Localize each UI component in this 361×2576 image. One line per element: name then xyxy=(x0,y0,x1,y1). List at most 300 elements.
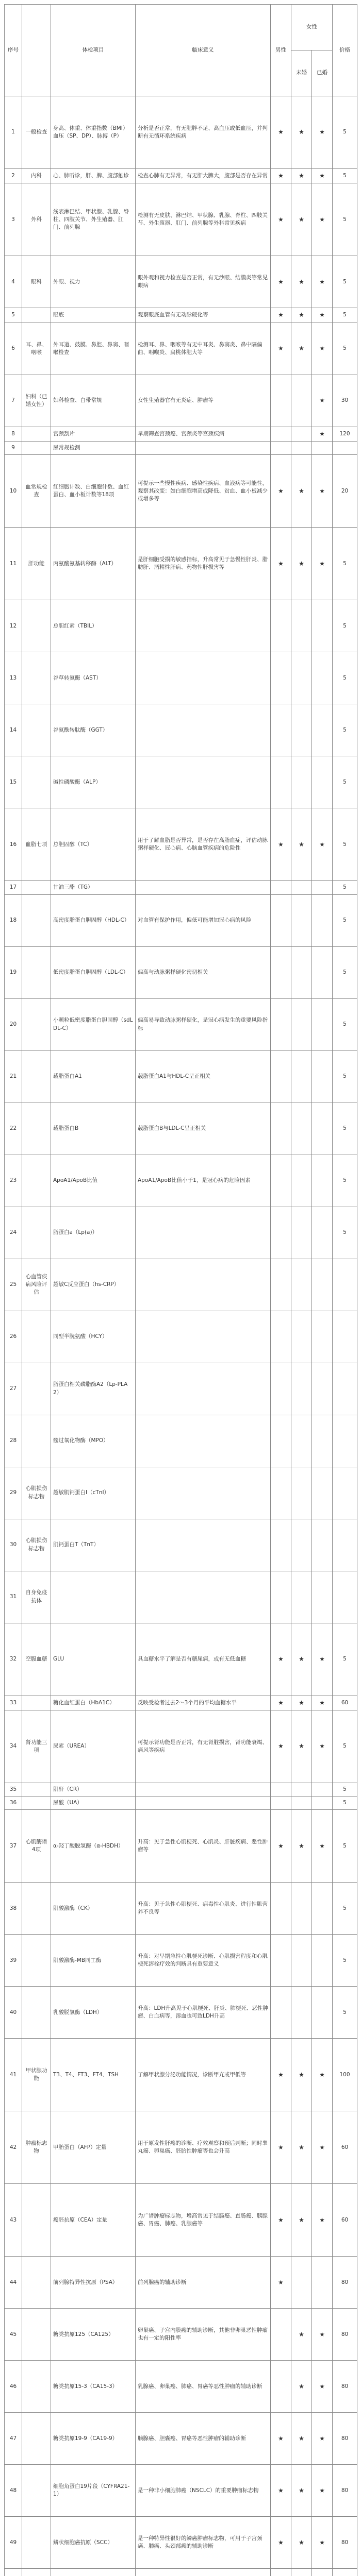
row-number: 47 xyxy=(5,2413,22,2465)
row-male-mark xyxy=(271,881,291,894)
row-meaning: 对血管有保护作用，偏低可能增加冠心病的风险 xyxy=(136,894,271,946)
row-male-mark xyxy=(271,1415,291,1467)
row-category: 血脂七项 xyxy=(22,808,51,881)
row-meaning xyxy=(136,1259,271,1311)
row-meaning: 可提示一些慢性疾病、感染性疾病、血液病等可能性，观察其改变：如白细胞增高或降低、贫血、血小板减少或增多等 xyxy=(136,455,271,528)
table-header-row xyxy=(5,5,357,50)
table-row xyxy=(5,881,357,894)
table-row xyxy=(5,652,357,704)
row-male-mark: ★ xyxy=(271,455,291,528)
row-female-married-mark: ★ xyxy=(312,2517,333,2569)
row-category xyxy=(22,1696,51,1710)
row-meaning xyxy=(136,1571,271,1623)
row-meaning: 用于原发性肝癌的诊断、疗效观察和预后判断；同时睾丸癌、卵巢癌、胚胎性肿瘤等也会升高 xyxy=(136,2111,271,2184)
table-row xyxy=(5,2111,357,2184)
row-male-mark xyxy=(271,1883,291,1935)
header-female-group: 女性 xyxy=(291,5,333,50)
row-category xyxy=(22,308,51,323)
row-category xyxy=(22,652,51,704)
row-price: 5 xyxy=(333,1987,357,2039)
row-meaning: 检查心肺有无异常，有无肝大脾大，腹部是否存在异常 xyxy=(136,169,271,183)
table-row xyxy=(5,528,357,600)
row-female-married-mark xyxy=(312,652,333,704)
row-price: 5 xyxy=(333,1810,357,1883)
row-price: 5 xyxy=(333,1935,357,1987)
row-meaning: 观察眼底血管有无动脉硬化等 xyxy=(136,308,271,323)
row-number: 13 xyxy=(5,652,22,704)
row-meaning: 偏高与动脉粥样硬化密切相关 xyxy=(136,946,271,998)
row-price: 80 xyxy=(333,2361,357,2413)
table-row xyxy=(5,1883,357,1935)
row-female-unmarried-mark xyxy=(291,1467,312,1519)
table-row xyxy=(5,1783,357,1797)
row-male-mark xyxy=(271,2361,291,2413)
row-female-unmarried-mark: ★ xyxy=(291,323,312,375)
row-category xyxy=(22,1311,51,1363)
row-number: 1 xyxy=(5,96,22,169)
row-meaning: 升高：见于急性心肌梗死、心肌炎、肝脏疾病、恶性肿瘤等 xyxy=(136,1810,271,1883)
row-male-mark xyxy=(271,1259,291,1311)
row-female-unmarried-mark: ★ xyxy=(291,1623,312,1696)
row-male-mark: ★ xyxy=(271,2465,291,2517)
row-item: 载脂蛋白A1 xyxy=(51,1050,136,1103)
row-item: 肌酐（CR） xyxy=(51,1783,136,1797)
row-female-married-mark: ★ xyxy=(312,96,333,169)
row-female-unmarried-mark xyxy=(291,998,312,1050)
header-category xyxy=(22,5,51,96)
row-number: 31 xyxy=(5,1571,22,1623)
row-number: 38 xyxy=(5,1883,22,1935)
row-item: 尿酸（UA） xyxy=(51,1797,136,1810)
row-meaning: 为广谱肿瘤标志物，增高常见于结肠癌、直肠癌、胰腺癌、胃癌、肺癌、乳腺癌等 xyxy=(136,2184,271,2257)
table-row xyxy=(5,442,357,455)
row-meaning xyxy=(136,442,271,455)
row-price: 5 xyxy=(333,881,357,894)
row-number: 36 xyxy=(5,1797,22,1810)
row-female-married-mark xyxy=(312,881,333,894)
row-female-married-mark xyxy=(312,1155,333,1207)
row-price: 60 xyxy=(333,2111,357,2184)
header-num: 序号 xyxy=(5,5,22,96)
header-meaning: 临床意义 xyxy=(136,5,271,96)
row-female-unmarried-mark xyxy=(291,1311,312,1363)
row-item: 超敏C反应蛋白（hs-CRP） xyxy=(51,1259,136,1311)
row-price: 5 xyxy=(333,1623,357,1696)
row-male-mark xyxy=(271,1050,291,1103)
row-price xyxy=(333,1415,357,1467)
row-item: 小颗粒低密度脂蛋白胆固醇（sdLDL-C） xyxy=(51,998,136,1050)
row-number: 39 xyxy=(5,1935,22,1987)
row-female-unmarried-mark xyxy=(291,1571,312,1623)
health-checkup-table xyxy=(4,4,357,2576)
row-meaning xyxy=(136,1783,271,1797)
row-meaning xyxy=(136,1467,271,1519)
row-number: 46 xyxy=(5,2361,22,2413)
row-category xyxy=(22,2184,51,2257)
row-female-married-mark xyxy=(312,1259,333,1311)
table-row xyxy=(5,1571,357,1623)
row-item: 肌钙蛋白T（TnT） xyxy=(51,1519,136,1571)
row-female-unmarried-mark xyxy=(291,881,312,894)
row-item: 宫颈刮片 xyxy=(51,427,136,441)
row-meaning: 偏高易导致动脉粥样硬化，是冠心病发生的重要风险指标 xyxy=(136,998,271,1050)
row-meaning xyxy=(136,1415,271,1467)
row-item: 总胆红素（TBIL） xyxy=(51,600,136,652)
row-category: 内科 xyxy=(22,169,51,183)
row-male-mark: ★ xyxy=(271,1696,291,1710)
row-male-mark: ★ xyxy=(271,2111,291,2184)
table-row xyxy=(5,2184,357,2257)
row-meaning: 检测耳、鼻、咽喉等有无中耳炎、鼻窦炎、鼻中隔偏曲、咽喉炎、扁桃体肥大等 xyxy=(136,323,271,375)
row-female-married-mark: ★ xyxy=(312,427,333,441)
row-female-married-mark: ★ xyxy=(312,2361,333,2413)
row-male-mark: ★ xyxy=(271,1710,291,1783)
row-male-mark xyxy=(271,652,291,704)
row-female-married-mark: ★ xyxy=(312,2111,333,2184)
row-female-unmarried-mark xyxy=(291,1050,312,1103)
table-row xyxy=(5,998,357,1050)
row-item: α-羟丁酸脱氢酶（α-HBDH） xyxy=(51,1810,136,1883)
row-meaning: 具血糖水平了解是否有糖尿病，或有无低血糖 xyxy=(136,1623,271,1696)
row-meaning xyxy=(136,704,271,756)
table-row xyxy=(5,256,357,308)
row-male-mark: ★ xyxy=(271,528,291,600)
row-female-married-mark: ★ xyxy=(312,808,333,881)
row-price: 5 xyxy=(333,808,357,881)
row-number xyxy=(5,2569,22,2576)
row-category xyxy=(22,1987,51,2039)
row-number: 21 xyxy=(5,1050,22,1103)
row-female-married-mark xyxy=(312,946,333,998)
row-female-unmarried-mark: ★ xyxy=(291,2517,312,2569)
row-price xyxy=(333,1363,357,1415)
row-category: 空腹血糖 xyxy=(22,1623,51,1696)
row-female-unmarried-mark: ★ xyxy=(291,1710,312,1783)
row-meaning: 前列腺癌的辅助诊断 xyxy=(136,2257,271,2309)
row-male-mark xyxy=(271,2309,291,2361)
row-female-unmarried-mark xyxy=(291,894,312,946)
row-item: 糖类抗原125（CA125） xyxy=(51,2309,136,2361)
row-male-mark: ★ xyxy=(271,256,291,308)
row-meaning xyxy=(136,1797,271,1810)
row-female-unmarried-mark: ★ xyxy=(291,455,312,528)
row-female-unmarried-mark xyxy=(291,652,312,704)
row-female-married-mark xyxy=(312,1883,333,1935)
table-row xyxy=(5,455,357,528)
row-meaning: 了解甲状腺分泌功能情况，诊断甲亢或甲低等 xyxy=(136,2039,271,2111)
row-male-mark xyxy=(271,1935,291,1987)
row-price: 5 xyxy=(333,96,357,169)
row-female-married-mark: ★ xyxy=(312,1696,333,1710)
row-male-mark xyxy=(271,998,291,1050)
row-category xyxy=(22,704,51,756)
row-category xyxy=(22,600,51,652)
row-price: 5 xyxy=(333,652,357,704)
row-item: 髓过氧化物酶（MPO） xyxy=(51,1415,136,1467)
row-female-unmarried-mark: ★ xyxy=(291,1810,312,1883)
row-meaning xyxy=(136,1311,271,1363)
row-number: 12 xyxy=(5,600,22,652)
row-number: 34 xyxy=(5,1710,22,1783)
row-number: 19 xyxy=(5,946,22,998)
row-male-mark: ★ xyxy=(271,183,291,256)
row-female-unmarried-mark xyxy=(291,704,312,756)
row-male-mark: ★ xyxy=(271,169,291,183)
row-female-married-mark: ★ xyxy=(312,2184,333,2257)
row-price xyxy=(333,1467,357,1519)
row-female-unmarried-mark xyxy=(291,1519,312,1571)
row-female-married-mark xyxy=(312,1207,333,1259)
row-meaning: 升高：LDH升高见于心肌梗死、肝炎、肺梗死、恶性肿瘤、白血病等，溶血也可致LDH升高 xyxy=(136,1987,271,2039)
table-row xyxy=(5,946,357,998)
row-number: 33 xyxy=(5,1696,22,1710)
row-price: 5 xyxy=(333,998,357,1050)
row-number: 29 xyxy=(5,1467,22,1519)
row-female-married-mark: ★ xyxy=(312,2309,333,2361)
row-meaning xyxy=(136,2569,271,2576)
row-female-unmarried-mark xyxy=(291,600,312,652)
header-item: 体检项目 xyxy=(51,5,136,96)
row-number: 41 xyxy=(5,2039,22,2111)
row-meaning: 卵巢癌、子宫内膜癌的辅助诊断，其他非卵巢恶性肿瘤也有一定的阳性率 xyxy=(136,2309,271,2361)
row-price: 5 xyxy=(333,1783,357,1797)
row-male-mark xyxy=(271,894,291,946)
table-row xyxy=(5,169,357,183)
row-meaning: 分析是否正常，有无肥胖不足、高血压或低血压，并判断有无循环系统疾病 xyxy=(136,96,271,169)
table-row xyxy=(5,2039,357,2111)
row-item: 细胞角蛋白19片段（CYFRA21-1） xyxy=(51,2465,136,2517)
table-row xyxy=(5,1696,357,1710)
header-female-married: 已婚 xyxy=(312,50,333,96)
row-item: 前列腺特异性抗原（PSA） xyxy=(51,2257,136,2309)
table-row xyxy=(5,704,357,756)
row-item: 糖化血红蛋白（HbA1C） xyxy=(51,1696,136,1710)
row-number: 28 xyxy=(5,1415,22,1467)
row-female-unmarried-mark xyxy=(291,756,312,808)
row-number: 25 xyxy=(5,1259,22,1311)
row-female-married-mark xyxy=(312,998,333,1050)
row-price: 5 xyxy=(333,946,357,998)
row-category xyxy=(22,1883,51,1935)
row-male-mark: ★ xyxy=(271,808,291,881)
row-category: 耳、鼻、咽喉 xyxy=(22,323,51,375)
row-price: 5 xyxy=(333,894,357,946)
row-category xyxy=(22,1155,51,1207)
row-number: 23 xyxy=(5,1155,22,1207)
row-category xyxy=(22,1415,51,1467)
row-number: 30 xyxy=(5,1519,22,1571)
row-female-married-mark: ★ xyxy=(312,1623,333,1696)
row-meaning: 眼外观和视力检查是否正常，有无沙眼、结膜炎等常见眼病 xyxy=(136,256,271,308)
row-male-mark: ★ xyxy=(271,323,291,375)
row-male-mark xyxy=(271,1519,291,1571)
row-price: 5 xyxy=(333,1797,357,1810)
row-category xyxy=(22,1797,51,1810)
row-item: 低密度脂蛋白胆固醇（LDL-C） xyxy=(51,946,136,998)
table-row xyxy=(5,1103,357,1155)
table-row xyxy=(5,96,357,169)
row-number: 22 xyxy=(5,1103,22,1155)
row-female-married-mark xyxy=(312,442,333,455)
row-number: 27 xyxy=(5,1363,22,1415)
table-row xyxy=(5,2465,357,2517)
table-row xyxy=(5,1623,357,1696)
row-male-mark xyxy=(271,427,291,441)
table-row xyxy=(5,1050,357,1103)
row-female-unmarried-mark: ★ xyxy=(291,2111,312,2184)
table-row xyxy=(5,1797,357,1810)
row-price: 5 xyxy=(333,1883,357,1935)
row-female-married-mark xyxy=(312,1415,333,1467)
table-row xyxy=(5,808,357,881)
row-male-mark xyxy=(271,1103,291,1155)
row-female-unmarried-mark: ★ xyxy=(291,183,312,256)
row-item: 尿常规检测 xyxy=(51,442,136,455)
row-number: 20 xyxy=(5,998,22,1050)
row-number: 42 xyxy=(5,2111,22,2184)
table-row xyxy=(5,1810,357,1883)
row-female-married-mark xyxy=(312,1797,333,1810)
table-row xyxy=(5,756,357,808)
row-category: 眼科 xyxy=(22,256,51,308)
row-category xyxy=(22,894,51,946)
row-item: 谷氨酰转肽酶（GGT） xyxy=(51,704,136,756)
row-item: 载脂蛋白B xyxy=(51,1103,136,1155)
row-female-unmarried-mark xyxy=(291,1783,312,1797)
row-price xyxy=(333,2569,357,2576)
row-item: 尿素（UREA） xyxy=(51,1710,136,1783)
row-number: 45 xyxy=(5,2309,22,2361)
row-male-mark: ★ xyxy=(271,1623,291,1696)
row-number: 24 xyxy=(5,1207,22,1259)
row-category xyxy=(22,2569,51,2576)
row-category xyxy=(22,2361,51,2413)
row-female-married-mark: ★ xyxy=(312,169,333,183)
table-row xyxy=(5,1935,357,1987)
row-female-unmarried-mark: ★ xyxy=(291,2309,312,2361)
row-female-married-mark: ★ xyxy=(312,2465,333,2517)
row-category xyxy=(22,1935,51,1987)
table-row xyxy=(5,2413,357,2465)
table-row xyxy=(5,1259,357,1311)
row-number: 16 xyxy=(5,808,22,881)
row-number: 4 xyxy=(5,256,22,308)
row-item: GLU xyxy=(51,1623,136,1696)
row-male-mark: ★ xyxy=(271,308,291,323)
row-meaning: 胰腺癌、胆囊癌、胃癌等恶性肿瘤的辅助诊断 xyxy=(136,2413,271,2465)
row-meaning: 载脂蛋白B与LDL-C呈正相关 xyxy=(136,1103,271,1155)
row-price: 60 xyxy=(333,2184,357,2257)
row-item: 超敏肌钙蛋白I（cTnI） xyxy=(51,1467,136,1519)
row-female-married-mark: ★ xyxy=(312,2039,333,2111)
row-price: 5 xyxy=(333,256,357,308)
table-row xyxy=(5,1987,357,2039)
row-meaning: 升高：见于急性心肌梗死、病毒性心肌炎、进行性肌营养不良等 xyxy=(136,1883,271,1935)
row-female-unmarried-mark: ★ xyxy=(291,2361,312,2413)
row-female-married-mark xyxy=(312,894,333,946)
row-female-unmarried-mark: ★ xyxy=(291,256,312,308)
row-price: 80 xyxy=(333,2257,357,2309)
header-male: 男性 xyxy=(271,5,291,96)
row-meaning: 检测有无皮肤、淋巴结、甲状腺、乳腺、脊柱、四肢关节、外生殖器、肛门、前列腺等外科常见疾病 xyxy=(136,183,271,256)
row-male-mark xyxy=(271,1467,291,1519)
row-category xyxy=(22,1207,51,1259)
row-category xyxy=(22,2309,51,2361)
table-row xyxy=(5,1467,357,1519)
row-meaning xyxy=(136,1363,271,1415)
row-meaning xyxy=(136,756,271,808)
row-category: 心肌损伤标志物 xyxy=(22,1519,51,1571)
row-category xyxy=(22,2517,51,2569)
row-price: 5 xyxy=(333,323,357,375)
table-row xyxy=(5,427,357,441)
row-male-mark xyxy=(271,375,291,427)
row-number: 8 xyxy=(5,427,22,441)
row-female-unmarried-mark xyxy=(291,1155,312,1207)
row-number: 37 xyxy=(5,1810,22,1883)
row-male-mark: ★ xyxy=(271,2413,291,2465)
row-female-married-mark: ★ xyxy=(312,183,333,256)
table-row xyxy=(5,323,357,375)
row-price: 5 xyxy=(333,600,357,652)
row-price xyxy=(333,1571,357,1623)
row-item: 丙氨酸氨基转移酶（ALT） xyxy=(51,528,136,600)
row-price xyxy=(333,1519,357,1571)
row-category xyxy=(22,2257,51,2309)
table-row xyxy=(5,2309,357,2361)
row-item: 同型半胱氨酸（HCY） xyxy=(51,1311,136,1363)
row-item: 红细胞计数、白细胞计数、血红蛋白、血小板计数等18项 xyxy=(51,455,136,528)
row-number: 49 xyxy=(5,2517,22,2569)
row-male-mark xyxy=(271,1783,291,1797)
row-price: 5 xyxy=(333,183,357,256)
row-female-married-mark xyxy=(312,1571,333,1623)
row-category: 肾功能三项 xyxy=(22,1710,51,1783)
row-category: 肿瘤标志物 xyxy=(22,2111,51,2184)
row-female-married-mark: ★ xyxy=(312,308,333,323)
row-male-mark xyxy=(271,1207,291,1259)
row-category: 心血管疾病风险评估 xyxy=(22,1259,51,1311)
row-meaning: 载脂蛋白A1与HDL-C呈正相关 xyxy=(136,1050,271,1103)
table-row xyxy=(5,1155,357,1207)
row-price: 5 xyxy=(333,1710,357,1783)
row-price: 5 xyxy=(333,1050,357,1103)
row-category xyxy=(22,2465,51,2517)
row-price: 80 xyxy=(333,2413,357,2465)
row-category: 心肌损伤标志物 xyxy=(22,1467,51,1519)
row-item: 肌酸激酶-MB同工酶 xyxy=(51,1935,136,1987)
row-male-mark: ★ xyxy=(271,1810,291,1883)
table-row xyxy=(5,2517,357,2569)
row-category xyxy=(22,881,51,894)
row-female-unmarried-mark xyxy=(291,1259,312,1311)
row-female-married-mark xyxy=(312,1311,333,1363)
row-female-married-mark: ★ xyxy=(312,2413,333,2465)
row-item: 身高、体重、体重指数（BMI）血压（SP、DP）、脉搏（P） xyxy=(51,96,136,169)
row-category: 外科 xyxy=(22,183,51,256)
row-item: 碱性磷酸酶（ALP） xyxy=(51,756,136,808)
row-number: 15 xyxy=(5,756,22,808)
row-category: 自身免疫抗体 xyxy=(22,1571,51,1623)
table-row xyxy=(5,2361,357,2413)
row-price: 80 xyxy=(333,2517,357,2569)
row-category xyxy=(22,1783,51,1797)
row-female-unmarried-mark xyxy=(291,375,312,427)
row-meaning: 是一种特异性很好的鳞癌肿瘤标志物，可用于子宫颈癌、肺癌、头颈部癌的辅助诊断 xyxy=(136,2517,271,2569)
row-meaning: 是一种非小细胞肺癌（NSCLC）的重要肿瘤标志物 xyxy=(136,2465,271,2517)
row-item: 糖类抗原15-3（CA15-3） xyxy=(51,2361,136,2413)
row-female-unmarried-mark xyxy=(291,946,312,998)
